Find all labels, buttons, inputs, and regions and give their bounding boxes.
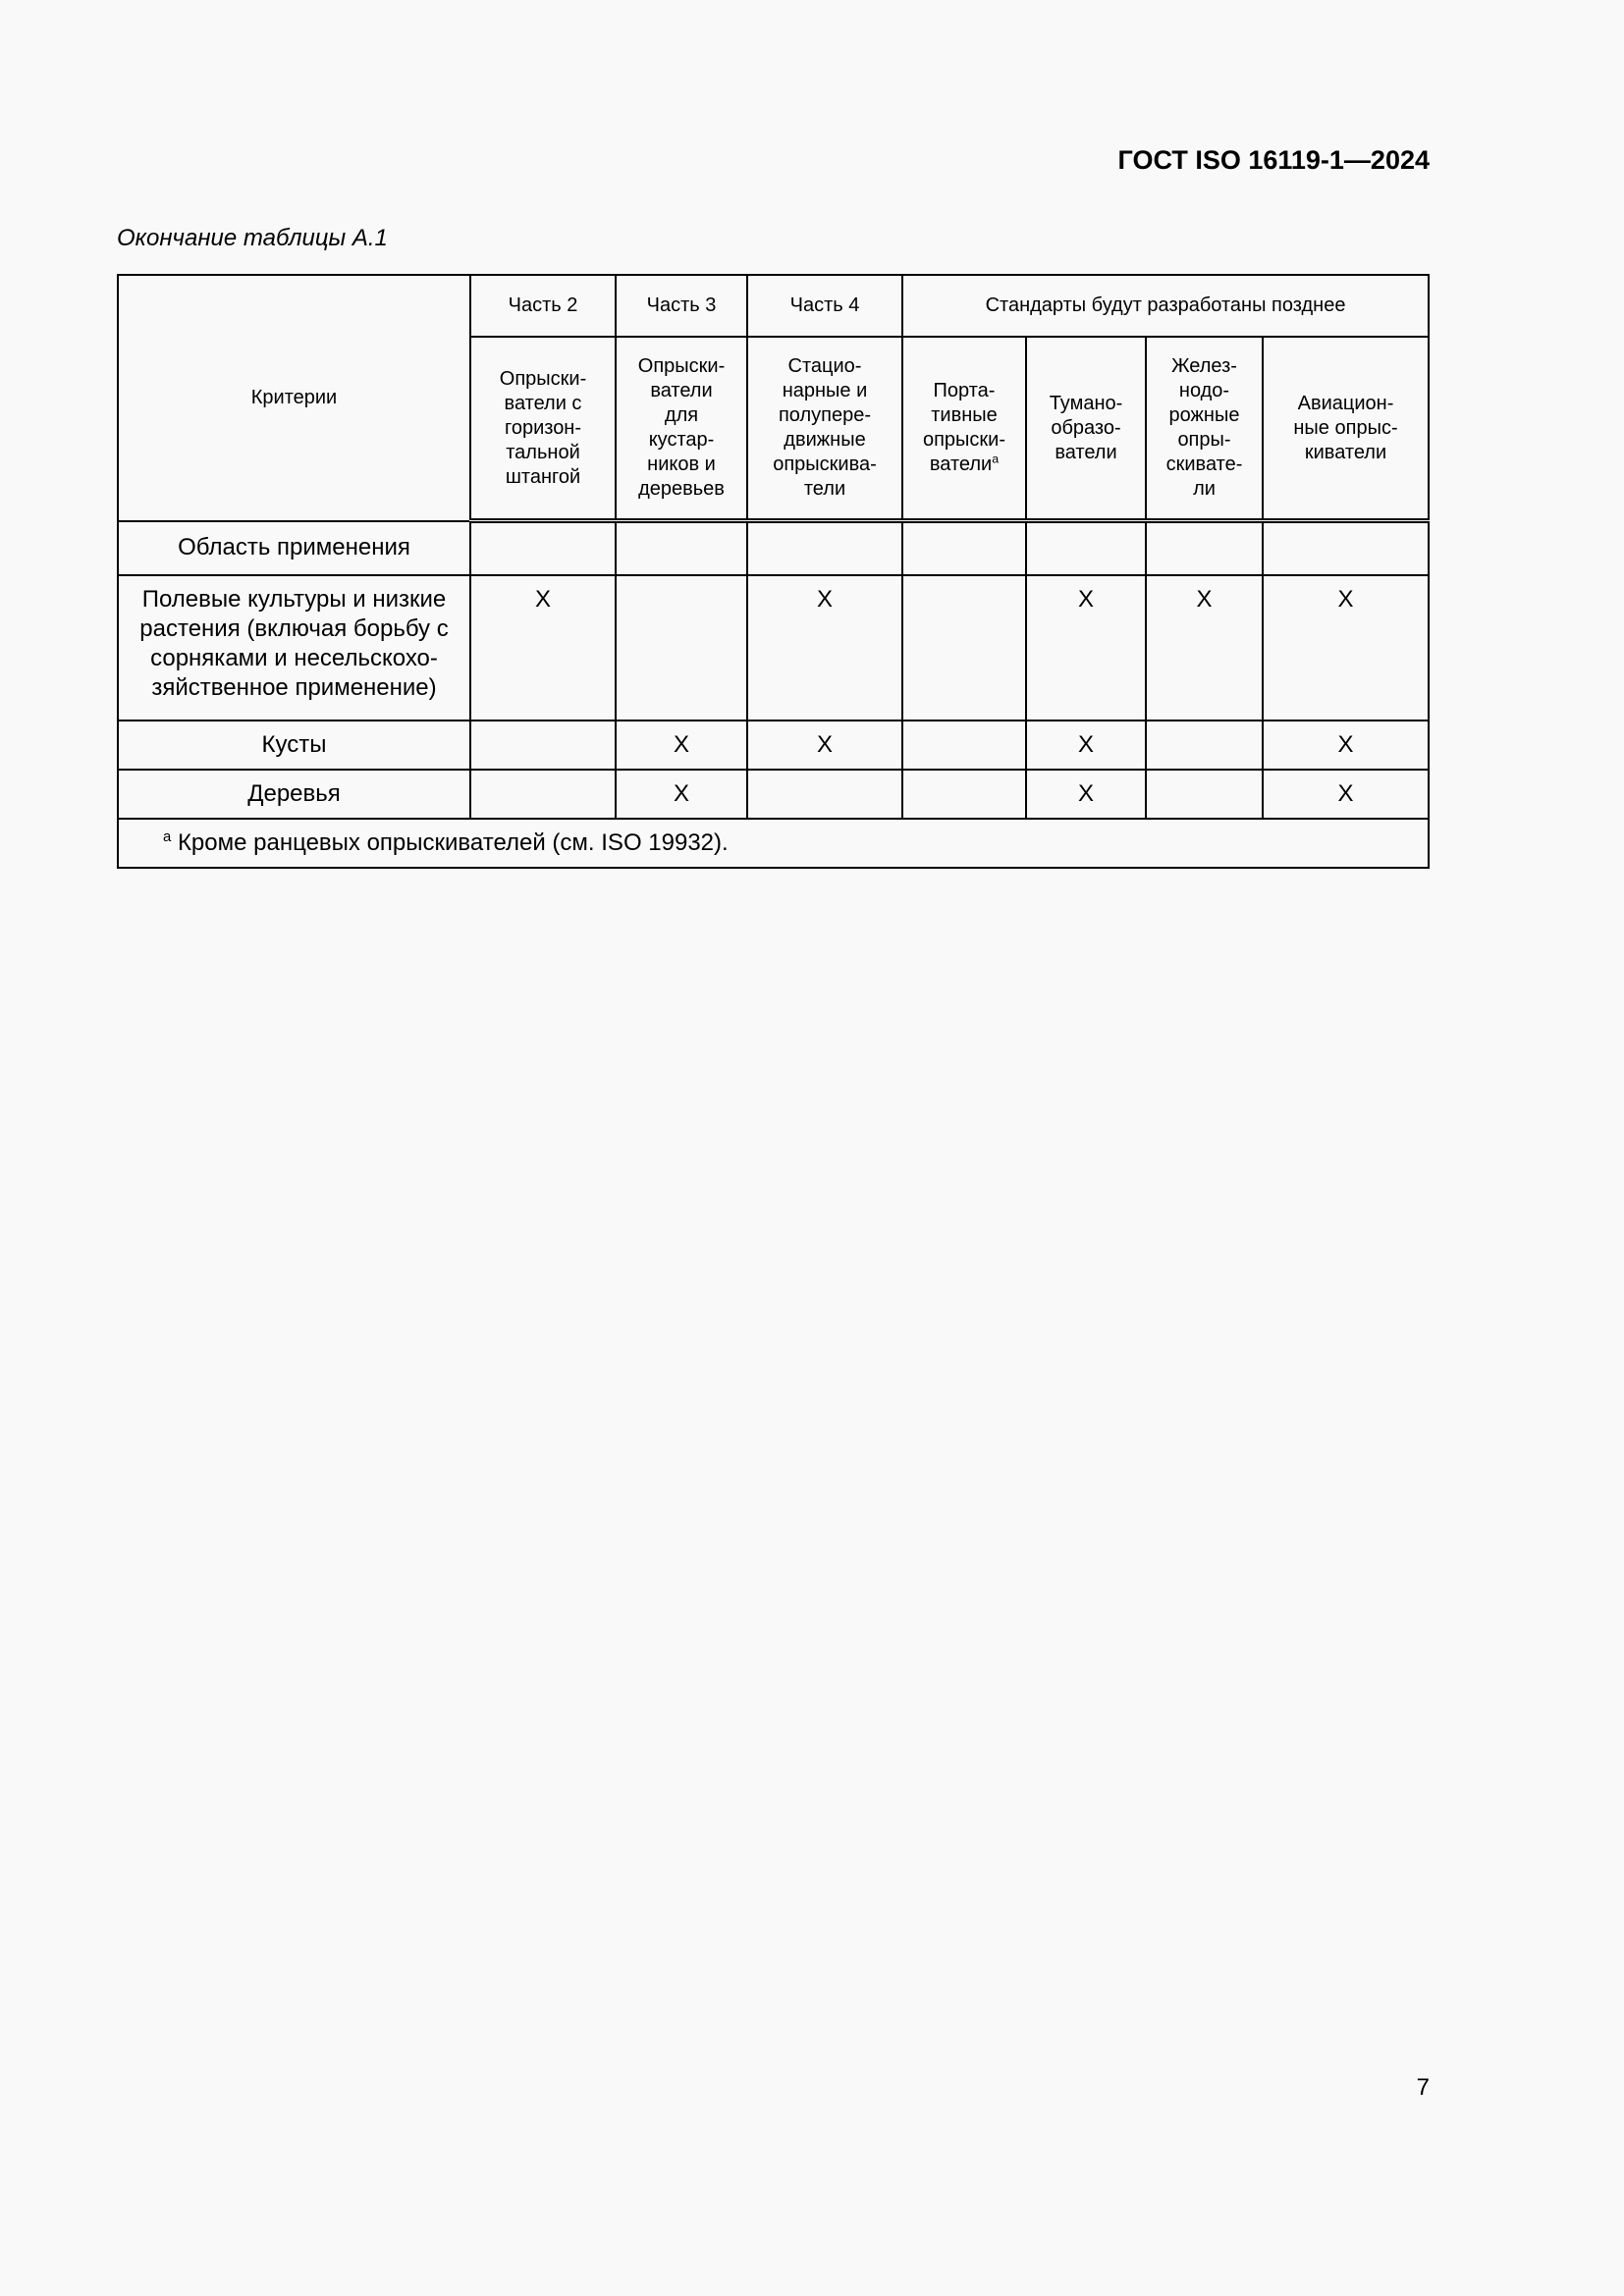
sub-header <box>902 337 1026 521</box>
part4-header: Часть 4 <box>747 275 902 337</box>
sub-header-label: Порта- тивные опрыски- ватели <box>922 380 1006 475</box>
mark-cell <box>470 721 616 770</box>
sub-header <box>1146 337 1263 521</box>
mark-cell: X <box>1263 770 1429 819</box>
criteria-table <box>117 274 1430 869</box>
sub-header-label: Стацио- нарные и полупере- движные опрыскива- тели <box>773 355 877 500</box>
mark-cell: X <box>1263 575 1429 721</box>
mark-cell: X <box>1263 721 1429 770</box>
criterion-cell: Полевые культуры и низкие растения (включая борьбу с сорняками и несельскохо-зяйственное применение) <box>118 575 470 721</box>
sub-header-label: Опрыски- ватели для кустар- ников и деревьев <box>637 355 726 500</box>
mark-cell: X <box>1026 575 1146 721</box>
mark-cell: X <box>747 575 902 721</box>
sub-header-label: Опрыски- ватели с горизон- тальной штангой <box>499 367 587 488</box>
mark-cell <box>1146 521 1263 576</box>
footnote-text: Кроме ранцевых опрыскивателей (см. ISO 19932). <box>177 829 729 856</box>
mark-cell <box>1263 521 1429 576</box>
criterion-cell: Кусты <box>118 721 470 770</box>
mark-cell: X <box>616 770 747 819</box>
mark-cell <box>902 575 1026 721</box>
part2-header: Часть 2 <box>470 275 616 337</box>
sub-header <box>1026 337 1146 521</box>
sub-header <box>1263 337 1429 521</box>
mark-cell <box>902 721 1026 770</box>
table-row <box>118 770 1429 819</box>
sub-header-label: Желез- нодо- рожные опры- скивате- ли <box>1165 355 1243 500</box>
mark-cell <box>470 770 616 819</box>
sub-header <box>747 337 902 521</box>
mark-cell <box>747 770 902 819</box>
table-row <box>118 721 1429 770</box>
mark-cell <box>1026 521 1146 576</box>
document-code: ГОСТ ISO 16119-1—2024 <box>1117 145 1430 175</box>
mark-cell: X <box>1146 575 1263 721</box>
mark-cell <box>902 770 1026 819</box>
mark-cell <box>902 521 1026 576</box>
page-number: 7 <box>1416 2074 1430 2101</box>
sub-header <box>470 337 616 521</box>
mark-cell <box>1146 721 1263 770</box>
table-caption: Окончание таблицы А.1 <box>117 225 388 251</box>
criteria-header: Критерии <box>118 275 470 521</box>
sub-header-label: Тумано- образо- ватели <box>1049 392 1123 463</box>
header-row-parts <box>118 275 1429 337</box>
mark-cell <box>616 575 747 721</box>
mark-cell <box>1146 770 1263 819</box>
mark-cell <box>616 521 747 576</box>
footnote-row <box>118 819 1429 868</box>
footnote-marker: a <box>992 452 1000 466</box>
mark-cell <box>470 521 616 576</box>
mark-cell <box>747 521 902 576</box>
table-row <box>118 575 1429 721</box>
footnote-marker: a <box>163 829 172 845</box>
mark-cell: X <box>616 721 747 770</box>
criterion-cell: Деревья <box>118 770 470 819</box>
sub-header <box>616 337 747 521</box>
mark-cell: X <box>1026 721 1146 770</box>
mark-cell: X <box>747 721 902 770</box>
footnote-cell <box>118 819 1429 868</box>
criterion-cell: Область применения <box>118 521 470 576</box>
sub-header-label: Авиацион- ные опрыс- киватели <box>1293 392 1398 463</box>
later-standards-header: Стандарты будут разработаны позднее <box>902 275 1429 337</box>
table-row <box>118 521 1429 576</box>
part3-header: Часть 3 <box>616 275 747 337</box>
mark-cell: X <box>1026 770 1146 819</box>
mark-cell: X <box>470 575 616 721</box>
